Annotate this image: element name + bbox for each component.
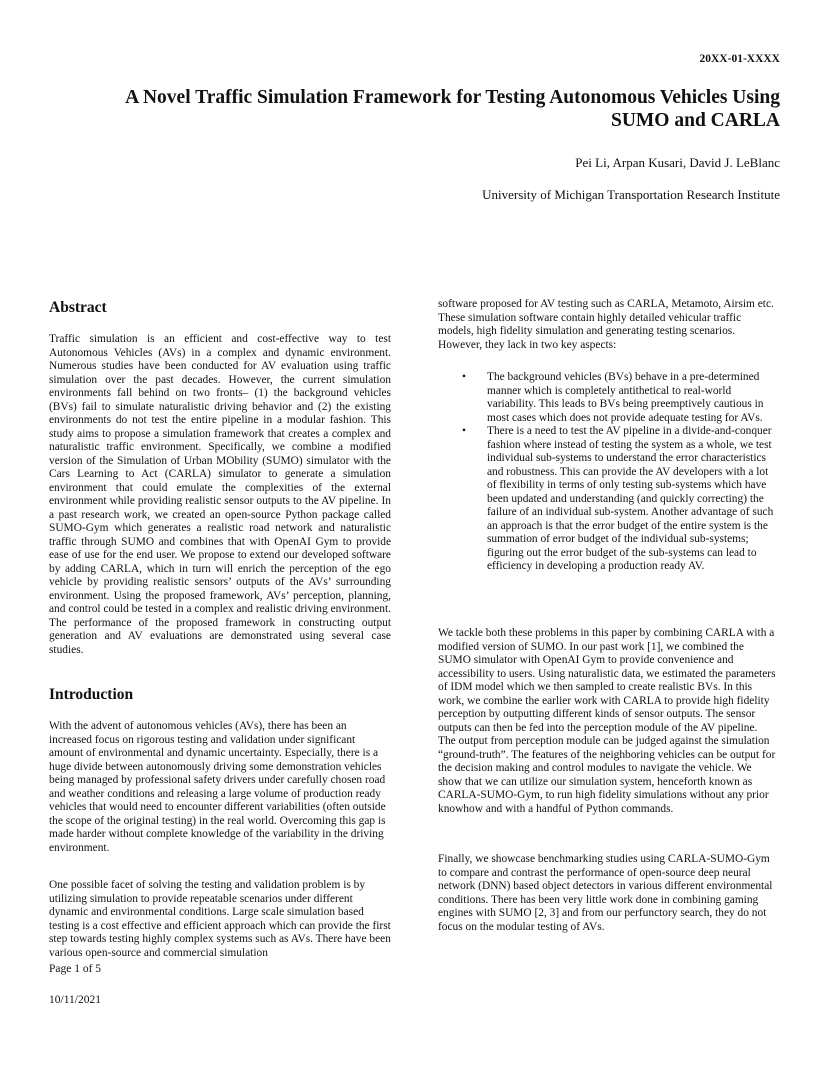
bullet-icon: • <box>462 371 466 383</box>
abstract-text: Traffic simulation is an efficient and cost-effective way to test Autonomous Vehicles (AVs) in a complex and dynamic environment. Numerous studies have been conducted for AV evaluation using traffic simulation over the past decades. However, the current simulation environments fall behind on two fronts– (1) the background vehicles (BVs) fail to simulate naturalistic driving behavior and (2) the existing environments do not test the entire pipeline in a modular fashion. This study aims to propose a simulation framework that creates a complex and naturalistic traffic environment. Specifically, we combine a modified version of the Simulation of Urban MObility (SUMO) simulator with the Cars Learning to Act (CARLA) simulator to generate a simulation environment that could emulate the complexities of the external environment while providing realistic sensor outputs to the AV pipeline. In a past research work, we created an open-source Python package called SUMO-Gym which generates a realistic road network and naturalistic traffic through SUMO and combines that with OpenAI Gym to provide ease of use for the end user. We propose to extend our developed software by adding CARLA, which in turn will enrich the perception of the ego vehicle by providing realistic sensors’ outputs of the AVs’ surrounding environment. Using the proposed framework, AVs’ perception, planning, and control could be tested in a complex and realistic driving environment. The performance of the proposed framework in constructing output generation and AV evaluations are demonstrated using several case studies. <box>49 333 391 656</box>
affiliation: University of Michigan Transportation Research Institute <box>482 187 780 202</box>
page-number: Page 1 of 5 <box>49 963 102 975</box>
abstract-heading: Abstract <box>49 299 107 316</box>
bullet-item <box>462 371 776 425</box>
bullet-text: There is a need to test the AV pipeline in a divide-and-conquer fashion where instead of testing the system as a whole, we test individual sub-systems to understand the error characteristics and robustness. This can provide the AV developers with a lot of flexibility in terms of only testing sub-systems which have been updated and understanding (and quickly correcting) the failure of an individual sub-system. Another advantage of such an approach is that the error budget of the entire system is the summation of error budget of the individual sub-systems; figuring out the error budget of the sub-systems can lead to efficiency in developing a production ready AV. <box>487 425 774 572</box>
right-paragraph-3: Finally, we showcase benchmarking studies using CARLA-SUMO-Gym to compare and contrast the performance of open-source deep neural network (DNN) based object detectors in various different environmental conditions. There has been very little work done in combining gaming engines with SUMO [2, 3] and from our perfunctory search, they do not focus on the modular testing of AVs. <box>438 853 773 933</box>
paper-title: A Novel Traffic Simulation Framework for Testing Autonomous Vehicles Using SUMO and CARLA <box>125 87 780 131</box>
authors: Pei Li, Arpan Kusari, David J. LeBlanc <box>575 155 780 170</box>
paper-id: 20XX-01-XXXX <box>699 53 780 65</box>
right-paragraph-1: software proposed for AV testing such as CARLA, Metamoto, Airsim etc. These simulation software contain highly detailed vehicular traffic models, high fidelity simulation and generating testing scenarios. However, they lack in two key aspects: <box>438 298 774 351</box>
introduction-paragraph-1: With the advent of autonomous vehicles (AVs), there has been an increased focus on rigorous testing and validation under significant amount of environmental and dynamic uncertainty. Especially, there is a huge divide between autonomously driving some demonstration vehicles being managed by professional safety drivers under carefully chosen road and weather conditions and releasing a large volume of production ready vehicles that would need to encounter different variabilities (often outside the scope of the original testing) in the real world. Overcoming this gap is made harder without complete knowledge of the variability in the driving environment. <box>49 720 386 854</box>
bullet-icon: • <box>462 425 466 437</box>
introduction-heading: Introduction <box>49 686 134 703</box>
right-paragraph-2: We tackle both these problems in this paper by combining CARLA with a modified version of SUMO. In our past work [1], we combined the SUMO simulator with OpenAI Gym to provide convenience and accessibility to users. Using naturalistic data, we estimated the parameters of IDM model which we then sampled to create realistic BVs. In this work, we combine the earlier work with CARLA to provide high fidelity perception by outputting different kinds of sensor outputs. The sensor outputs can then be fed into the perception module of the AV pipeline. The output from perception module can be judged against the simulation “ground-truth”. The features of the neighboring vehicles can be output for the decision making and control modules to navigate the vehicle. We show that we can utilize our simulation system, henceforth known as CARLA-SUMO-Gym, to run high fidelity simulations without any prior knowhow and with a handful of Python commands. <box>438 627 776 815</box>
bullet-item <box>462 425 776 574</box>
bullet-text: The background vehicles (BVs) behave in a pre-determined manner which is completely antithetical to real-world variability. This leads to BVs being preemptively cautious in most cases which does not provide adequate testing for AVs. <box>487 371 764 424</box>
bullet-list <box>462 371 776 574</box>
footer-date: 10/11/2021 <box>49 994 101 1006</box>
introduction-paragraph-2: One possible facet of solving the testing and validation problem is by utilizing simulation to provide repeatable scenarios under different dynamic and environmental conditions. Large scale simulation based testing is a cost effective and efficient approach which can provide the first step towards testing highly complex systems such as AVs. There have been various open-source and commercial simulation <box>49 879 391 959</box>
